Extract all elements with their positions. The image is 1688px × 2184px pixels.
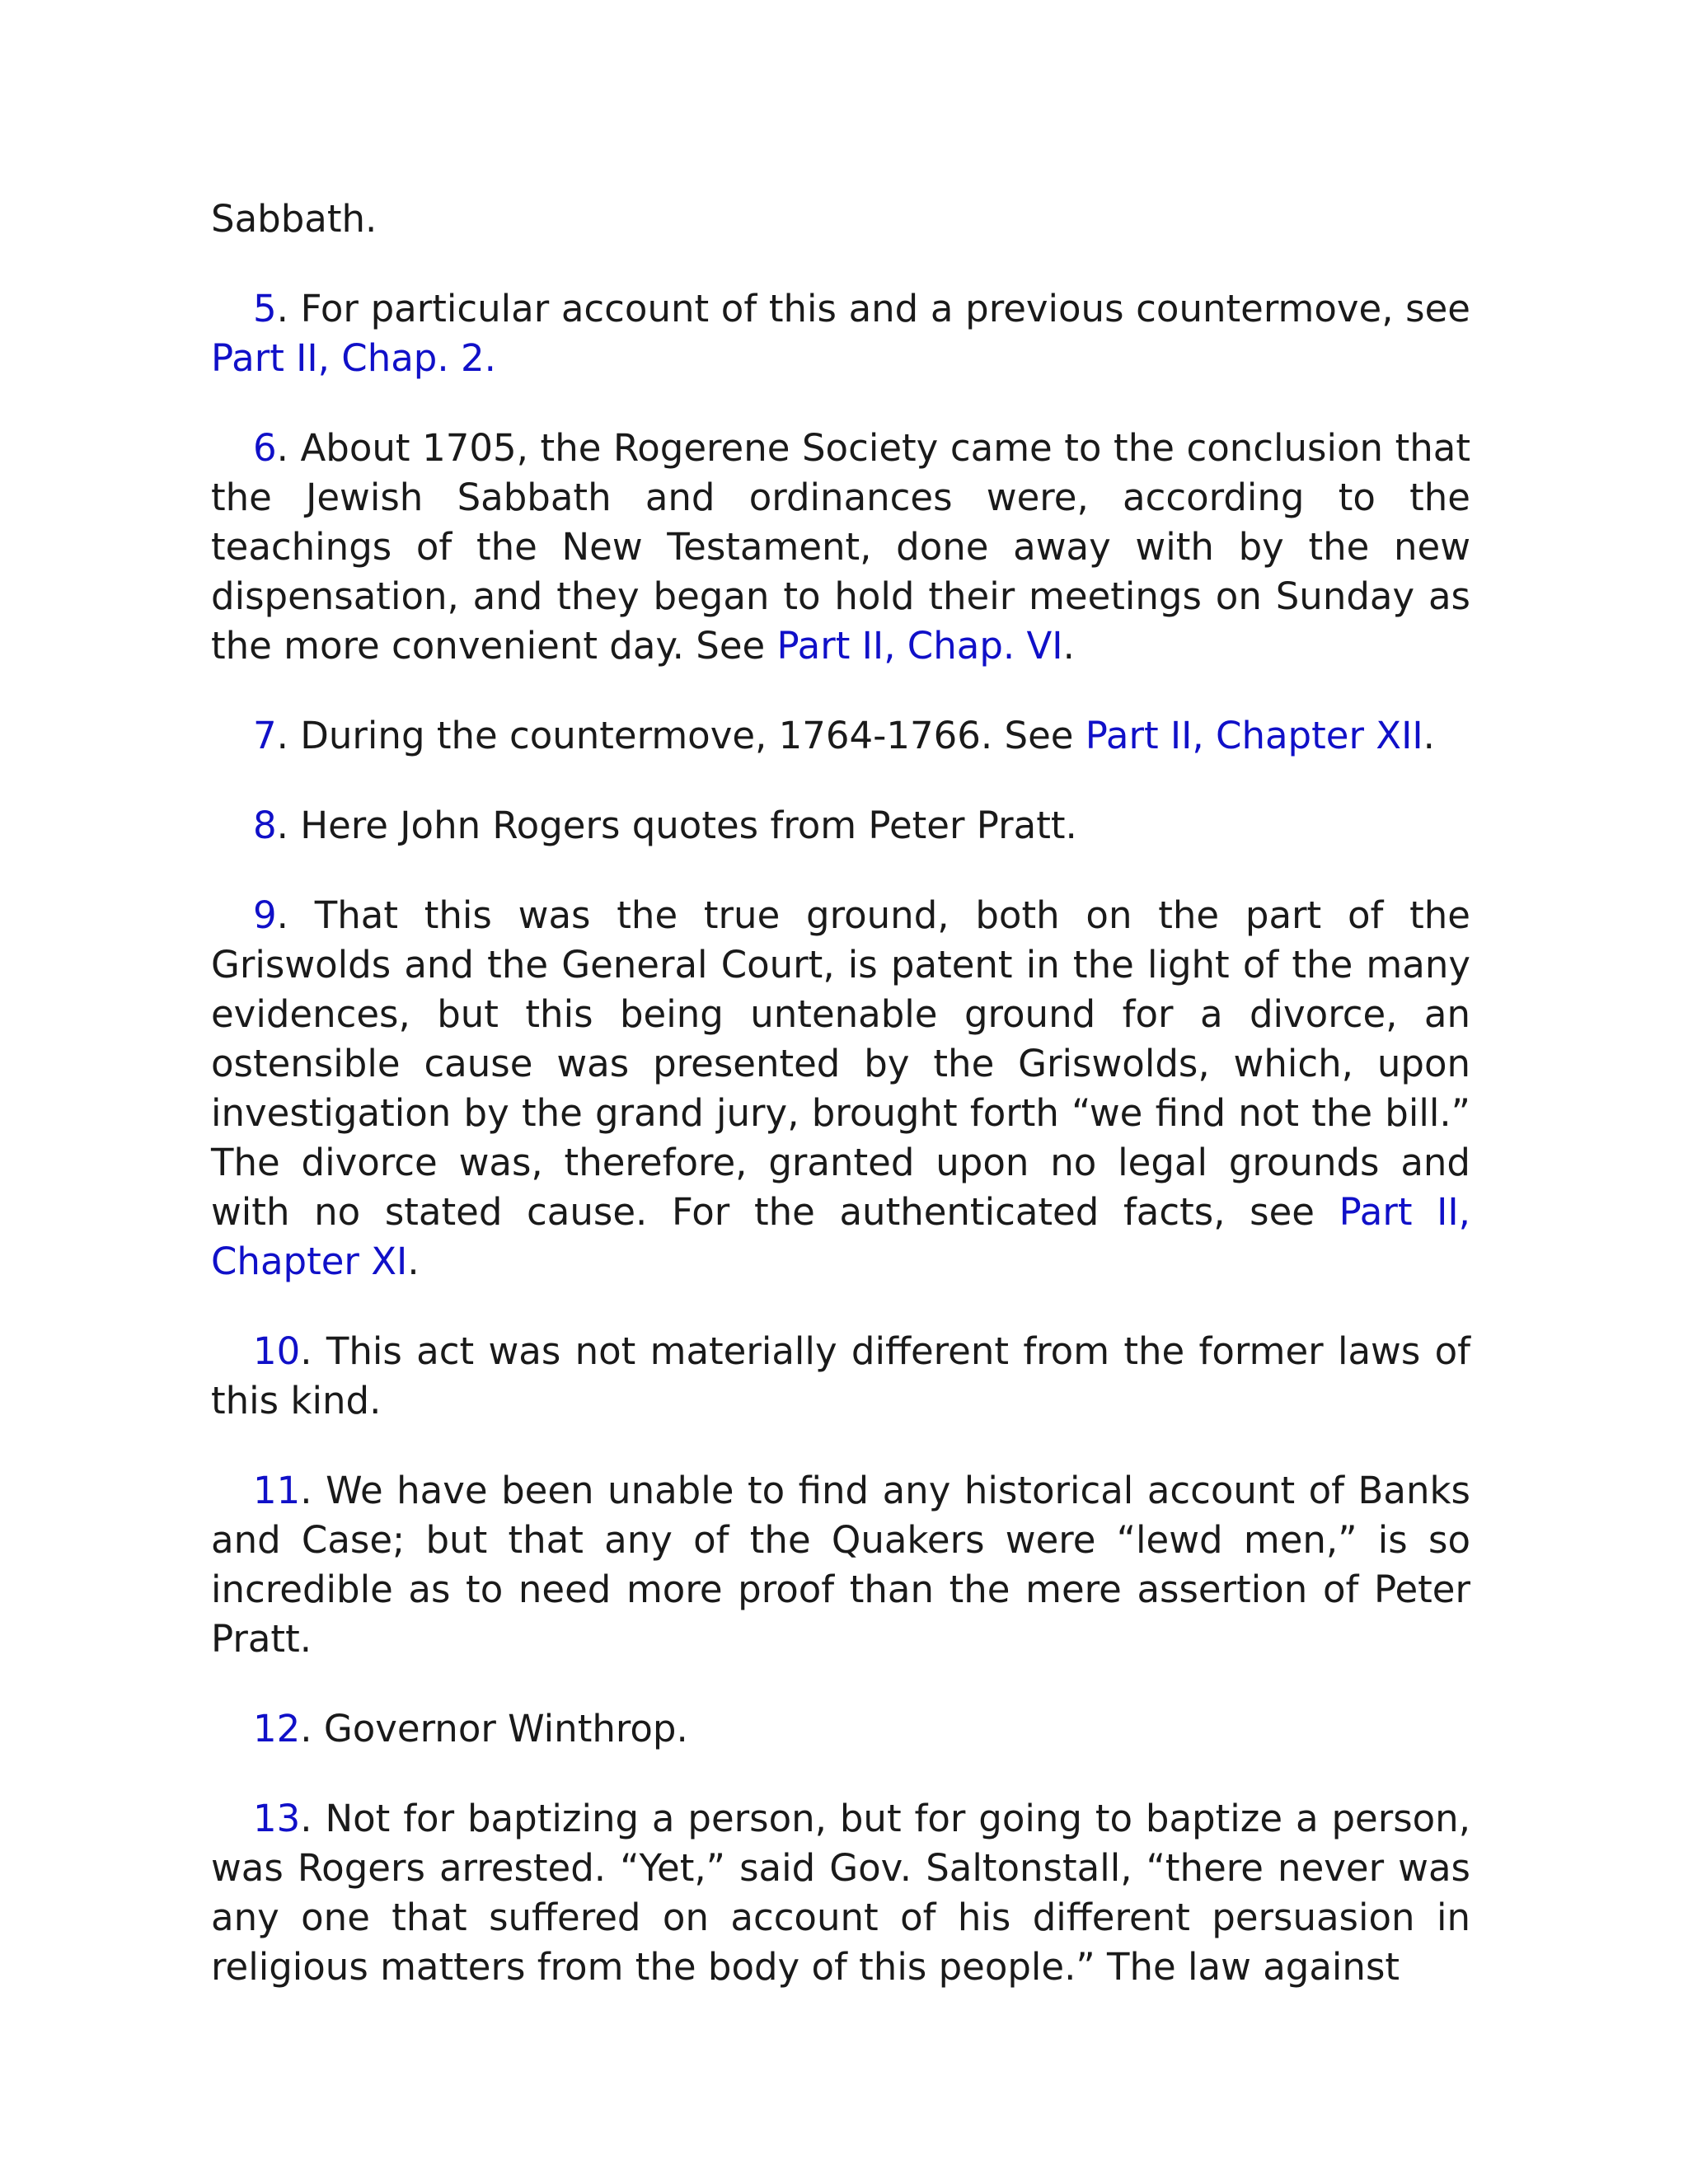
footnote-text: . This act was not materially different from the former laws of this kind. [211, 1329, 1470, 1422]
footnote-13 [211, 1794, 1470, 1992]
footnote-text: . We have been unable to find any historical account of Banks and Case; but that any of the Quakers were “lewd men,” is so incredible as to need more proof than the mere assertion of Peter Pratt. [211, 1469, 1470, 1661]
footnote-number-link[interactable]: 5 [253, 287, 277, 330]
footnote-number-link[interactable]: 13 [253, 1797, 301, 1840]
footnote-number-link[interactable]: 7 [253, 714, 277, 757]
footnote-number-link[interactable]: 10 [253, 1329, 301, 1373]
footnote-6 [211, 424, 1470, 671]
footnote-9 [211, 891, 1470, 1286]
footnote-text: . [407, 1240, 420, 1283]
footnote-text: . [1423, 714, 1435, 757]
footnote-text: . Not for baptizing a person, but for going to baptize a person, was Rogers arrested. “Yet,” said Gov. Saltonstall, “there never was any one that suffered on account of his different persuasion in religious matters from the body of this people.” The law against [211, 1797, 1470, 1989]
footnote-11 [211, 1466, 1470, 1664]
footnote-number-link[interactable]: 6 [253, 426, 277, 470]
footnote-text: . Here John Rogers quotes from Peter Pratt. [276, 804, 1077, 847]
cross-reference-link[interactable]: Part II, Chap. VI [776, 624, 1063, 668]
cross-reference-link[interactable]: Part II, Chap. 2. [211, 336, 496, 380]
footnote-7 [211, 711, 1470, 761]
cross-reference-link[interactable]: Part II, Chapter XI [211, 1190, 1470, 1283]
footnote-text: . About 1705, the Rogerene Society came to the conclusion that the Jewish Sabbath and ordinances were, according to the teachings of the New Testament, done away with by the new dispensation, and they began to hold their meetings on Sunday as the more convenient day. See [211, 426, 1470, 668]
footnote-number-link[interactable]: 9 [253, 893, 277, 937]
footnote-number-link[interactable]: 11 [253, 1469, 301, 1512]
footnotes-list [211, 284, 1470, 1992]
footnote-5 [211, 284, 1470, 383]
footnote-text: . That this was the true ground, both on the part of the Griswolds and the General Court, is patent in the light of the many evidences, but this being untenable ground for a divorce, an ostensible cause was presented by the Griswolds, which, upon investigation by the grand jury, brought forth “we find not the bill.” The divorce was, therefore, granted upon no legal grounds and with no stated cause. For the authenticated facts, see [211, 893, 1470, 1234]
footnote-10 [211, 1327, 1470, 1426]
continuation-text: Sabbath. [211, 197, 377, 241]
footnote-text: . [1062, 624, 1075, 668]
cross-reference-link[interactable]: Part II, Chapter XII [1085, 714, 1423, 757]
footnote-number-link[interactable]: 8 [253, 804, 277, 847]
footnote-number-link[interactable]: 12 [253, 1707, 301, 1750]
footnote-8 [211, 801, 1470, 851]
footnote-text: . Governor Winthrop. [300, 1707, 688, 1750]
footnote-12 [211, 1704, 1470, 1754]
footnote-text: . For particular account of this and a previous countermove, see [276, 287, 1470, 330]
footnote-text: . During the countermove, 1764-1766. See [276, 714, 1085, 757]
document-page [211, 194, 1470, 2032]
